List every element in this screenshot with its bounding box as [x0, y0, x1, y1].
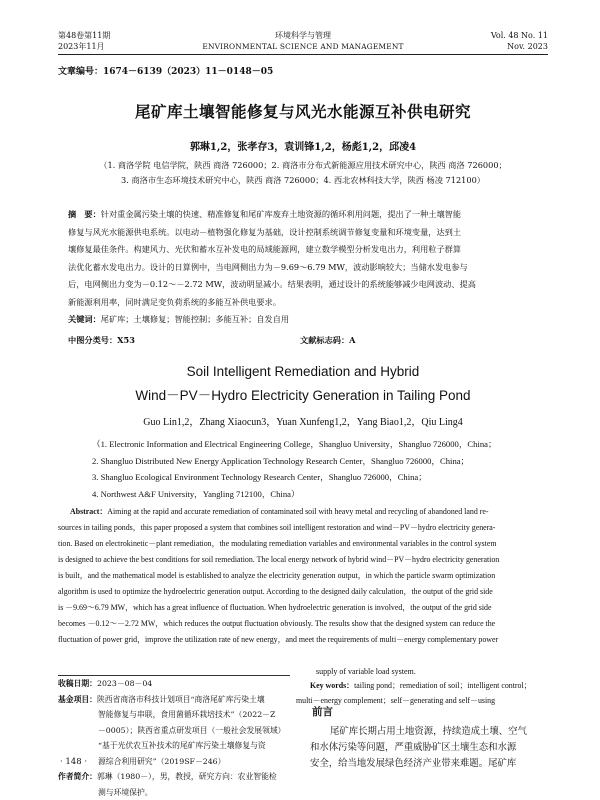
journal-date-en: Nov. 2023	[491, 41, 548, 52]
affiliations-cn	[58, 158, 548, 188]
abstract-cn-line: 壤修复最佳条件。构建风力、光伏和蓄水互补发电的局域能源网，建立数学模型分析发电出力，利用粒子群算	[68, 241, 540, 259]
fund-line: －0005）；陕西省重点研发项目（一般社会发展领域）	[58, 723, 300, 739]
abstract-en-line: sources in tailing ponds，this paper proposed a system that combines soil intelligent restoration and wind－PV－hydro electricity genera-	[58, 520, 550, 536]
header-center	[180, 30, 426, 52]
affiliation-en-line: 3. Shangluo Ecological Environment Technology Research Center，Shangluo 726000，China；	[92, 469, 542, 486]
intro-line: 安全，给当地发展绿色经济产业带来难题。尾矿库	[310, 756, 550, 772]
header-right	[491, 30, 548, 52]
title-en-line: Wind－PV－Hydro Electricity Generation in Tailing Pond	[58, 384, 548, 408]
keywords-en: Key words：tailing pond；remediation of soil；intelligent control； multi－energy complement；self－generating and self－using	[310, 678, 550, 708]
title-en	[58, 360, 548, 408]
journal-date: 2023年11月	[58, 41, 110, 52]
abstract-cn-line: 后，电网侧出力变为－0.12～－2.72 MW，波动明显减小。结果表明，通过设计的系统能够减少电网波动、提高	[68, 276, 540, 294]
author-bio: 作者简介：郭琳（1980－），男，教授，研究方向：农业智能检	[58, 769, 300, 785]
title-cn: 尾矿库土壤智能修复与风光水能源互补供电研究	[58, 100, 548, 122]
abstract-en-last-line: supply of variable load system.	[316, 664, 416, 680]
keywords-cn-value: 尾矿库；土壤修复；智能控制；多能互补；自发自用	[101, 314, 289, 324]
journal-name-cn: 环境科学与管理	[180, 30, 426, 41]
affiliation-en-line: 4. Northwest A&F University，Yangling 712100，China）	[92, 486, 542, 503]
page-number: · 148 ·	[60, 757, 87, 767]
affiliation-cn-line: （1. 商洛学院 电信学院，陕西 商洛 726000；2. 商洛市分布式新能源应用技术研究中心，陕西 商洛 726000；	[58, 158, 548, 173]
affiliation-en-line: （1. Electronic Information and Electrical Engineering College，Shangluo University，Shangluo 726000，China；	[92, 436, 542, 453]
header-rule	[58, 54, 548, 55]
keywords-cn-label: 关键词：	[68, 314, 101, 324]
abstract-en-line: is designed to achieve the best conditions for soil remediation. The local energy network of hybrid wind－PV－hydro electricity generation	[58, 552, 550, 568]
intro-line: 和水体污染等问题，严重威胁矿区土壤生态和水源	[310, 740, 550, 756]
abstract-en-label: Abstract：	[70, 507, 107, 516]
intro-text	[310, 724, 550, 772]
abstract-en-line: algorithm is used to optimize the hydroelectric generation output. According to the designed daily calculation，the output of the grid side	[58, 584, 550, 600]
abstract-en-line: fluctuation of power grid，improve the utilization rate of new energy，and meet the requirements of multi－energy complementary power	[58, 632, 550, 648]
fund-line: 智能修复与串联，食用菌循环栽培技术”（2022－Z	[58, 707, 300, 723]
clc-number: 中图分类号：X53	[68, 332, 135, 348]
received-date: 收稿日期：2023－08－04	[58, 676, 300, 692]
abstract-cn-line: 修复与风光水能源供电系统。以电动－植物强化修复为基础，设计控制系统调节修复变量和环境变量，达到土	[68, 224, 540, 242]
abstract-en-line: is －9.69～6.79 MW，which has a great influence of fluctuation. When hydroelectric generation is involved，the output of the grid side	[58, 600, 550, 616]
abstract-en	[58, 504, 550, 648]
abstract-cn	[68, 206, 540, 329]
fund-line: “基于光伏农互补技术的尾矿库污染土壤修复与资	[58, 738, 300, 754]
fund-line: 源综合利用研究”（2019SF－246）	[58, 754, 300, 770]
journal-vol-no-en: Vol. 48 No. 11	[491, 30, 548, 41]
affiliations-en	[92, 436, 542, 502]
abstract-en-line: tion. Based on electrokinetic－plant remediation，the modulating remediation variables and environmental variables in the control system	[58, 536, 550, 552]
affiliation-cn-line: 3. 商洛市生态环境技术研究中心，陕西 商洛 726000；4. 西北农林科技大学，陕西 杨凌 712100）	[58, 173, 548, 188]
abstract-cn-line: 摘 要：针对重金属污染土壤的快速、精准修复和尾矿库废弃土地资源的循环利用问题，提出了一种土壤智能	[68, 206, 540, 224]
intro-line: 尾矿库长期占用土地资源，持续造成土壤、空气	[310, 724, 550, 740]
footnote	[58, 676, 300, 800]
abstract-en-line: becomes －0.12～－2.72 MW，which reduces the output fluctuation obviously. The results show that the designed system can reduce the	[58, 616, 550, 632]
authors-en: Guo Lin1,2，Zhang Xiaocun3，Yuan Xunfeng1,2，Yang Biao1,2，Qiu Ling4	[58, 413, 548, 428]
abstract-cn-line: 新能源利用率，同时满足变负荷系统的多能互补供电要求。	[68, 294, 540, 312]
journal-name-en: ENVIRONMENTAL SCIENCE AND MANAGEMENT	[180, 41, 426, 52]
fund-line: 基金项目：陕西省商洛市科技计划项目“商洛尾矿库污染土壤	[58, 692, 300, 708]
author-bio-line: 测与环境保护。	[58, 785, 300, 800]
abstract-cn-line: 法优化蓄水发电出力。设计的日算例中，当电网侧出力为－9.69～6.79 MW，波动影响较大；当储水发电参与	[68, 259, 540, 277]
abstract-cn-label: 摘 要：	[68, 209, 101, 219]
keywords-cn	[68, 311, 540, 329]
section-heading-intro: 前言	[312, 704, 333, 719]
affiliation-en-line: 2. Shangluo Distributed New Energy Application Technology Research Center，Shangluo 726000，China；	[92, 453, 542, 470]
authors-cn: 郭琳1,2，张孝存3，袁训锋1,2，杨彪1,2，邱凌4	[58, 138, 548, 153]
article-number: 文章编号：1674－6139（2023）11－0148－05	[58, 64, 273, 77]
abstract-en-line: is built，and the mathematical model is established to analyze the electricity generation output，in which the particle swarm optimization	[58, 568, 550, 584]
header-left	[58, 30, 110, 52]
keywords-en-label: Key words：	[310, 681, 354, 690]
abstract-en-line: Abstract：Aiming at the rapid and accurate remediation of contaminated soil with heavy metal and recycling of abandoned land re-	[58, 504, 550, 520]
document-code: 文献标志码：A	[300, 332, 356, 348]
journal-volume-issue: 第48卷第11期	[58, 30, 110, 41]
title-en-line: Soil Intelligent Remediation and Hybrid	[58, 360, 548, 384]
